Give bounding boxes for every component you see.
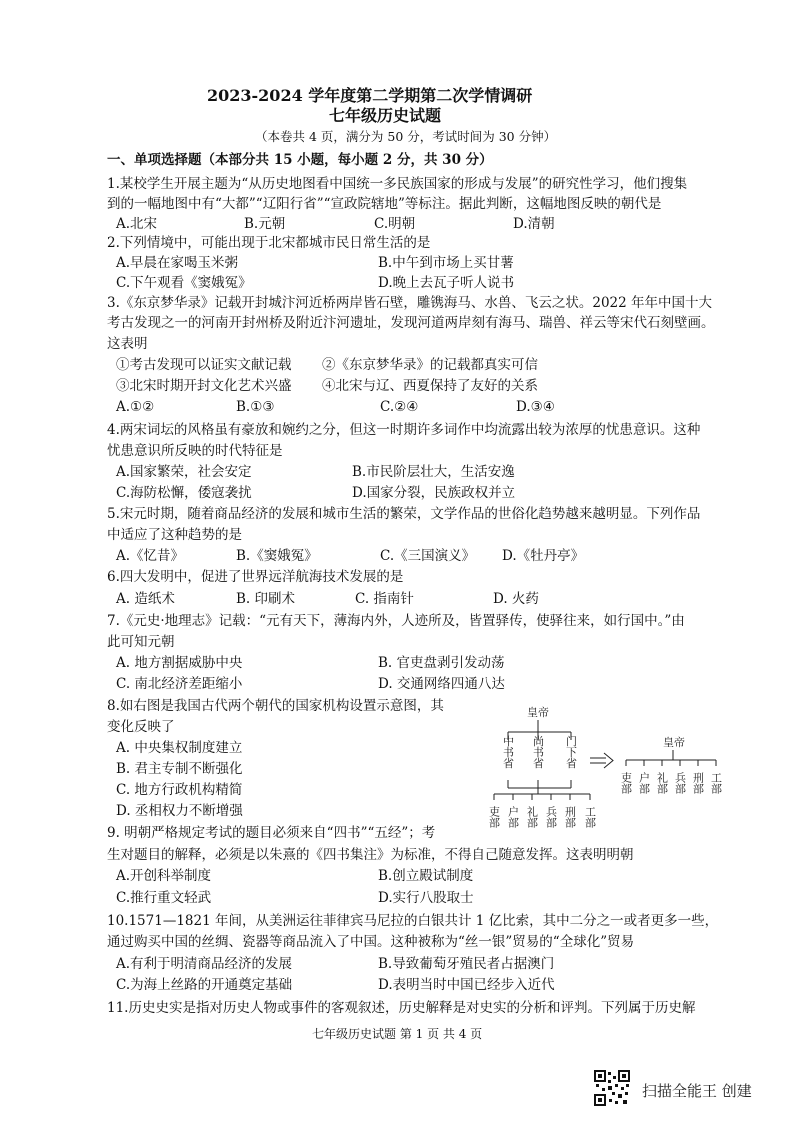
option-c: C.《三国演义》 xyxy=(380,548,476,564)
institution-diagram xyxy=(478,702,728,832)
option-a: A.《忆昔》 xyxy=(116,548,185,564)
question-stem-line: 此可知元朝 xyxy=(107,634,175,650)
option-a: A.国家繁荣，社会安定 xyxy=(116,464,252,480)
option-a: A. 地方割据威胁中央 xyxy=(116,655,243,671)
province-label: 门下省 xyxy=(564,735,578,769)
question-stem-line: 4.两宋词坛的风格虽有豪放和婉约之分，但这一时期许多词作中均流露出较为浓厚的忧患意识。这种 xyxy=(107,422,701,438)
statement-1: ①考古发现可以证实文献记载 xyxy=(116,357,292,373)
exam-title: 2023-2024 学年度第二学期第二次学情调研 xyxy=(207,86,533,105)
ministry-label: 礼部 xyxy=(655,772,669,794)
ministry-label: 礼部 xyxy=(525,806,539,828)
option-b: B. 君主专制不断强化 xyxy=(116,761,243,777)
ministry-label: 户部 xyxy=(506,806,520,828)
ministry-label: 工部 xyxy=(709,772,723,794)
statement-4: ④北宋与辽、西夏保持了友好的关系 xyxy=(322,378,538,394)
question-stem-line: 生对题目的解释，必须是以朱熹的《四书集注》为标准，不得自己随意发挥。这表明明朝 xyxy=(107,847,634,863)
ministry-label: 兵部 xyxy=(673,772,687,794)
question-stem-line: 11.历史史实是指对历史人物或事件的客观叙述，历史解释是对史实的分析和评判。下列属于历史解 xyxy=(107,1000,696,1016)
option-c: C.海防松懈，倭寇袭扰 xyxy=(116,485,252,501)
question-stem-line: 7.《元史·地理志》记载：“元有天下，薄海内外，人迹所及，皆置驿传，使驿往来，如行国中。”由 xyxy=(107,613,685,629)
option-c: C.推行重文轻武 xyxy=(116,890,212,906)
option-c: C.②④ xyxy=(380,399,419,415)
question-stem-line: 9. 明朝严格规定考试的题目必须来自“四书”“五经”；考 xyxy=(107,825,436,841)
option-b: B.《窦娥冤》 xyxy=(236,548,318,564)
option-b: B.市民阶层壮大，生活安逸 xyxy=(352,464,515,480)
question-stem-line: 变化反映了 xyxy=(107,719,175,735)
option-a: A.开创科举制度 xyxy=(116,868,212,884)
page-footer: 七年级历史试题 第 1 页 共 4 页 xyxy=(312,1027,483,1041)
emperor-label-left: 皇帝 xyxy=(527,706,549,719)
option-d: D. 丞相权力不断增强 xyxy=(116,803,243,819)
qr-code-icon xyxy=(594,1070,630,1106)
option-b: B.中午到市场上买甘薯 xyxy=(378,255,514,271)
arrow-right-icon xyxy=(590,753,613,768)
question-stem-line: 5.宋元时期，随着商品经济的发展和城市生活的繁荣，文学作品的世俗化趋势越来越明显。下列作品 xyxy=(107,506,701,522)
option-d: D.《牡丹亭》 xyxy=(502,548,585,564)
province-label: 尚书省 xyxy=(531,735,545,769)
question-stem-line: 10.1571—1821 年间，从美洲运往菲律宾马尼拉的白银共计 1 亿比索，其中二分之一或者更多一些， xyxy=(107,913,719,929)
scanner-watermark: 扫描全能王 创建 xyxy=(642,1082,752,1100)
emperor-label-right: 皇帝 xyxy=(663,736,685,749)
option-c: C. 南北经济差距缩小 xyxy=(116,676,243,692)
question-stem-line: 1.某校学生开展主题为“从历史地图看中国统一多民族国家的形成与发展”的研究性学习，他们搜集 xyxy=(107,176,688,192)
section-heading: 一、单项选择题（本部分共 15 小题，每小题 2 分，共 30 分） xyxy=(107,152,493,168)
ministry-label: 刑部 xyxy=(563,806,577,828)
ministry-label: 吏部 xyxy=(487,806,501,828)
option-d: D. 交通网络四通八达 xyxy=(378,676,505,692)
ministry-label: 户部 xyxy=(637,772,651,794)
question-stem-line: 通过购买中国的丝绸、瓷器等商品流入了中国。这种被称为“丝一银”贸易的“全球化”贸易 xyxy=(107,934,635,950)
option-d: D.实行八股取士 xyxy=(378,890,474,906)
ministry-label: 刑部 xyxy=(691,772,705,794)
question-stem-line: 忧患意识所反映的时代特征是 xyxy=(107,443,283,459)
question-stem-line: 8.如右图是我国古代两个朝代的国家机构设置示意图，其 xyxy=(107,698,444,714)
statement-2: ②《东京梦华录》的记载都真实可信 xyxy=(322,357,538,373)
option-b: B. 官吏盘剥引发动荡 xyxy=(378,655,505,671)
option-d: D.③④ xyxy=(516,399,555,415)
ministry-label: 工部 xyxy=(583,806,597,828)
option-b: B.导致葡萄牙殖民者占据澳门 xyxy=(378,956,555,972)
ministry-label: 兵部 xyxy=(544,806,558,828)
exam-subtitle: 七年级历史试题 xyxy=(329,106,442,125)
option-a: A.有利于明清商品经济的发展 xyxy=(116,956,293,972)
option-c: C.为海上丝路的开通奠定基础 xyxy=(116,977,293,993)
question-stem-line: 中适应了这种趋势的是 xyxy=(107,527,242,543)
option-a: A.北宋 xyxy=(116,216,158,232)
option-b: B. 印刷术 xyxy=(236,591,296,607)
option-d: D.晚上去瓦子听人说书 xyxy=(378,275,515,291)
question-stem-line: 2.下列情境中，可能出现于北宋都城市民日常生活的是 xyxy=(107,235,431,251)
option-b: B.元朝 xyxy=(244,216,286,232)
question-stem-line: 到的一幅地图中有“大都”“辽阳行省”“宣政院辖地”等标注。据此判断，这幅地图反映的朝代是 xyxy=(107,196,662,212)
option-a: A. 中央集权制度建立 xyxy=(116,740,243,756)
question-stem-line: 3.《东京梦华录》记载开封城汴河近桥两岸皆石壁，雕镌海马、水兽、飞云之状。2022 年年中国十大 xyxy=(107,295,713,311)
option-d: D.清朝 xyxy=(513,216,555,232)
statement-3: ③北宋时期开封文化艺术兴盛 xyxy=(116,378,292,394)
option-c: C.明朝 xyxy=(374,216,416,232)
option-d: D.国家分裂，民族政权并立 xyxy=(352,485,516,501)
question-stem-line: 考古发现之一的河南开封州桥及附近汴河遗址，发现河道两岸刻有海马、瑞兽、祥云等宋代石刻壁画。 xyxy=(107,315,715,331)
option-a: A.早晨在家喝玉米粥 xyxy=(116,255,239,271)
option-c: C.下午观看《窦娥冤》 xyxy=(116,275,252,291)
option-b: B.①③ xyxy=(236,399,275,415)
province-label: 中书省 xyxy=(501,735,515,769)
option-c: C. 地方行政机构精简 xyxy=(116,782,243,798)
option-d: D. 火药 xyxy=(493,591,539,607)
option-c: C. 指南针 xyxy=(355,591,414,607)
option-a: A.①② xyxy=(116,399,155,415)
question-stem-line: 这表明 xyxy=(107,336,148,352)
option-b: B.创立殿试制度 xyxy=(378,868,474,884)
option-d: D.表明当时中国已经步入近代 xyxy=(378,977,555,993)
question-stem-line: 6.四大发明中，促进了世界远洋航海技术发展的是 xyxy=(107,569,404,585)
exam-note: （本卷共 4 页，满分为 50 分，考试时间为 30 分钟） xyxy=(255,129,557,144)
ministry-label: 吏部 xyxy=(619,772,633,794)
option-a: A. 造纸术 xyxy=(116,591,175,607)
